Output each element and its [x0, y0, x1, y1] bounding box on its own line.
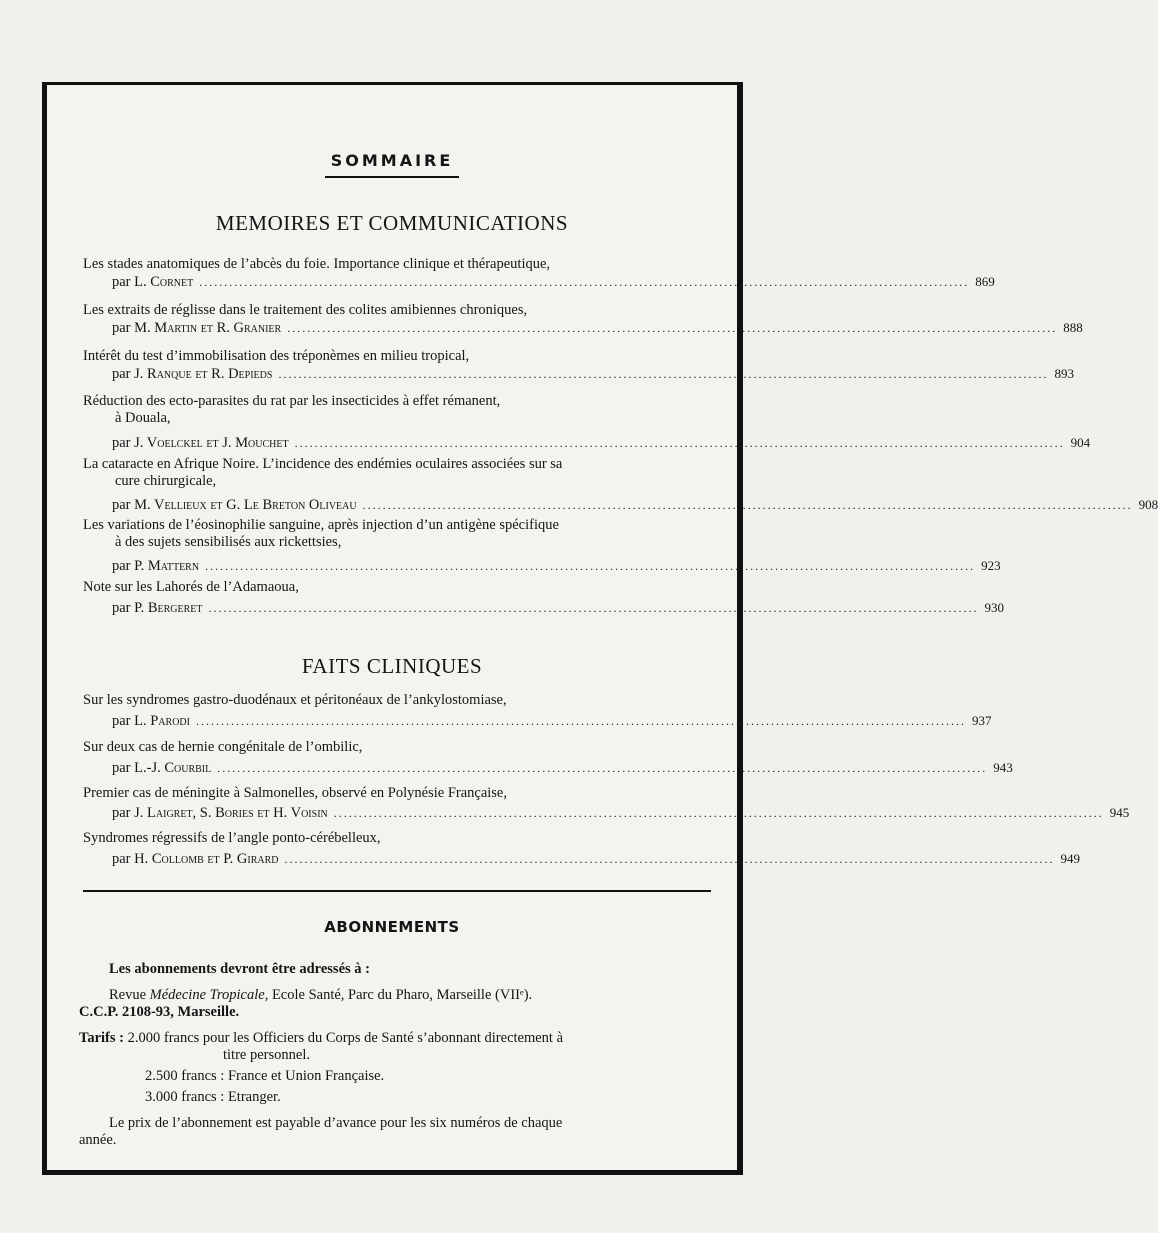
toc-entry: La cataracte en Afrique Noire. L’incidence des endémies oculaires associées sur sa cure chirurgicale, par M. Vellieux et G. Le Breton Oliveau .......................................................................................................................................................... 908 [83, 456, 1158, 513]
toc-entry: Les variations de l’éosinophilie sanguine, après injection d’un antigène spécifique à des sujets sensibilisés aux rickettsies, par P. Mattern .......................................................................................................................................................... 923 [83, 517, 1001, 574]
toc-entry: Les stades anatomiques de l’abcès du foie. Importance clinique et thérapeutique, par L. Cornet .......................................................................................................................................................... 869 [83, 256, 995, 290]
prix-text: Le prix de l’abonnement est payable d’avance pour les six numéros de chaque [109, 1115, 563, 1131]
entry-authors: J. Voelckel et J. Mouchet [134, 435, 289, 451]
toc-entry: Réduction des ecto-parasites du rat par les insecticides à effet rémanent, à Douala, par J. Voelckel et J. Mouchet .......................................................................................................................................................... 904 [83, 393, 1091, 451]
entry-page: 949 [1060, 851, 1081, 866]
entry-title: Note sur les Lahorés de l’Adamaoua, [83, 579, 299, 595]
entry-title-continued: à Douala, [115, 410, 171, 426]
entry-title-continued: cure chirurgicale, [115, 473, 217, 489]
entry-title: Les stades anatomiques de l’abcès du foie. Importance clinique et thérapeutique, [83, 256, 551, 272]
entry-authors: J. Laigret, S. Bories et H. Voisin [134, 805, 328, 821]
entry-title: Syndromes régressifs de l’angle ponto-cérébelleux, [83, 830, 381, 846]
toc-entry: Premier cas de méningite à Salmonelles, observé en Polynésie Française, par J. Laigret, S. Bories et H. Voisin .......................................................................................................................................................... 945 [83, 785, 1130, 821]
entry-page: 945 [1109, 805, 1130, 820]
entry-page: 930 [984, 600, 1005, 615]
section-title-faits: FAITS CLINIQUES [301, 654, 483, 678]
entry-page: 904 [1070, 435, 1091, 450]
page-title: SOMMAIRE [47, 151, 737, 178]
entry-page: 908 [1138, 497, 1158, 512]
abonnements-intro: Les abonnements devront être adressés à : [109, 961, 370, 977]
toc-entry: Syndromes régressifs de l’angle ponto-cérébelleux, par H. Collomb et P. Girard .......................................................................................................................................................... 949 [83, 830, 1081, 867]
entry-title: La cataracte en Afrique Noire. L’incidence des endémies oculaires associées sur sa [83, 456, 563, 472]
entry-title-continued: à des sujets sensibilisés aux rickettsies, [115, 534, 342, 550]
tarifs-label: Tarifs : [79, 1030, 124, 1046]
tarifs-line-2: 2.500 francs : France et Union Française. [145, 1068, 385, 1084]
toc-entry: Sur deux cas de hernie congénitale de l’ombilic, par L.-J. Courbil .......................................................................................................................................................... 943 [83, 739, 1013, 776]
toc-entry: Intérêt du test d’immobilisation des tréponèmes en milieu tropical, par J. Ranque et R. Depieds .......................................................................................................................................................... 893 [83, 348, 1074, 382]
journal-name: Médecine Tropicale, [149, 987, 269, 1003]
entry-authors: J. Ranque et R. Depieds [134, 366, 273, 382]
entry-page: 888 [1063, 320, 1083, 335]
entry-authors: H. Collomb et P. Girard [134, 851, 279, 867]
abonnements-title: ABONNEMENTS [324, 918, 460, 936]
entry-page: 893 [1054, 366, 1074, 381]
toc-entry: Les extraits de réglisse dans le traitement des colites amibiennes chroniques, par M. Martin et R. Granier .......................................................................................................................................................... 888 [83, 302, 1083, 336]
tarifs-line-1: Tarifs : 2.000 francs pour les Officiers du Corps de Santé s’abonnant directement à [79, 1030, 564, 1046]
entry-page: 937 [971, 713, 992, 728]
entry-page: 923 [981, 558, 1001, 573]
entry-title: Sur deux cas de hernie congénitale de l’ombilic, [83, 739, 363, 755]
ccp-number: C.C.P. 2108-93, Marseille. [79, 1004, 240, 1020]
toc-entry: Note sur les Lahorés de l’Adamaoua, par P. Bergeret .......................................................................................................................................................... 930 [83, 579, 1005, 616]
toc-entry: Sur les syndromes gastro-duodénaux et péritonéaux de l’ankylostomiase, par L. Parodi .......................................................................................................................................................... 937 [83, 692, 992, 729]
entry-title: Sur les syndromes gastro-duodénaux et péritonéaux de l’ankylostomiase, [83, 692, 507, 708]
divider [83, 890, 711, 892]
entry-title: Les extraits de réglisse dans le traitement des colites amibiennes chroniques, [83, 302, 528, 318]
entry-authors: L. Parodi [134, 713, 190, 729]
entry-page: 869 [975, 274, 995, 289]
entry-authors: M. Martin et R. Granier [134, 320, 282, 336]
entry-title: Réduction des ecto-parasites du rat par les insecticides à effet rémanent, [83, 393, 501, 409]
entry-authors: L.-J. Courbil [134, 760, 212, 776]
tarifs-line-1-cont: titre personnel. [223, 1047, 310, 1063]
entry-title: Premier cas de méningite à Salmonelles, observé en Polynésie Française, [83, 785, 507, 801]
section-title-memoires: MEMOIRES ET COMMUNICATIONS [215, 211, 569, 235]
entry-authors: P. Bergeret [134, 600, 203, 616]
entry-authors: P. Mattern [134, 558, 200, 574]
page-frame [42, 82, 1158, 1175]
entry-title: Les variations de l’éosinophilie sanguine, après injection d’un antigène spécifique [83, 517, 559, 533]
tarifs-line-3: 3.000 francs : Etranger. [145, 1089, 281, 1105]
prix-text-cont: année. [79, 1132, 117, 1148]
entry-title: Intérêt du test d’immobilisation des tréponèmes en milieu tropical, [83, 348, 470, 364]
abonnements-address: Revue Médecine Tropicale, Ecole Santé, Parc du Pharo, Marseille (VIIᵉ). [109, 987, 533, 1003]
entry-authors: M. Vellieux et G. Le Breton Oliveau [134, 497, 357, 513]
entry-page: 943 [993, 760, 1013, 775]
entry-authors: L. Cornet [134, 274, 194, 290]
